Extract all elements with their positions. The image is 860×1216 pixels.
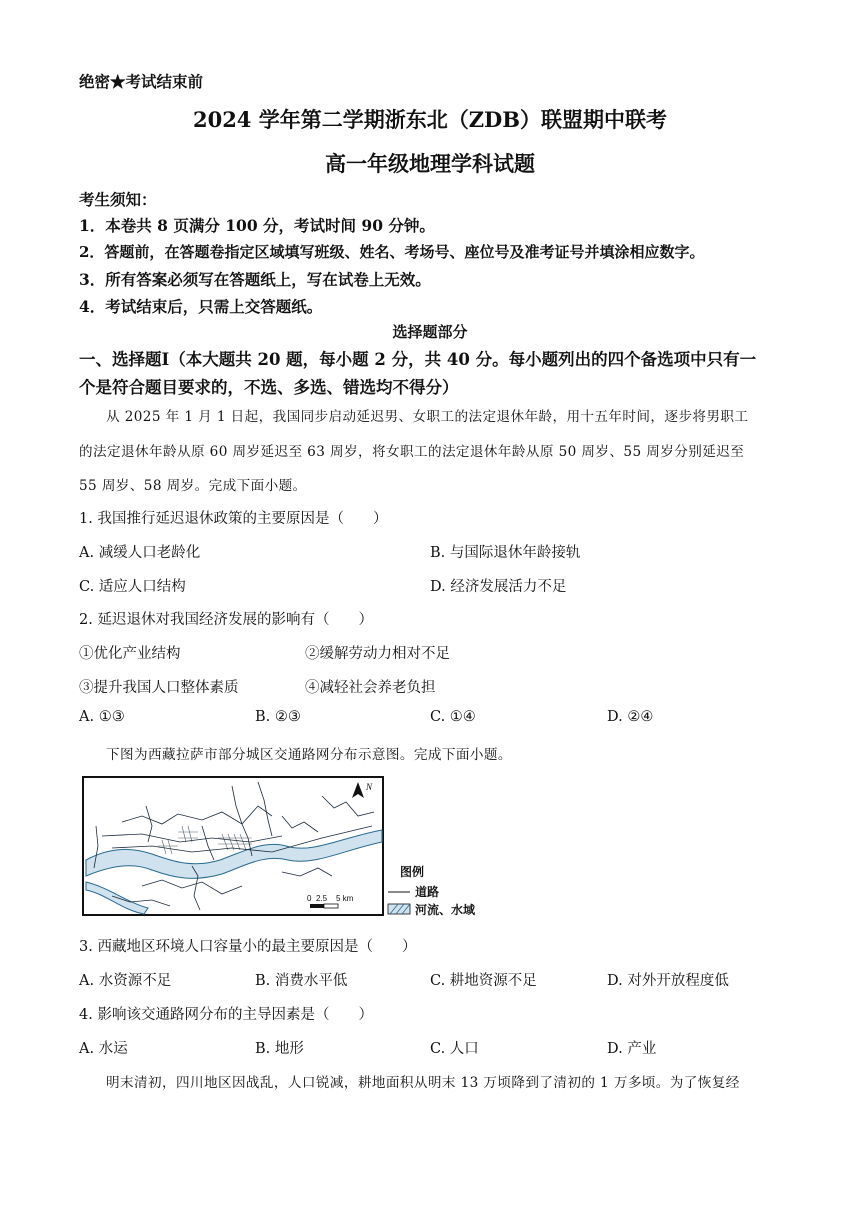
option-c: C. 耕地资源不足 bbox=[430, 973, 537, 989]
notice-heading: 考生须知： bbox=[79, 190, 157, 209]
option-b: B. 与国际退休年龄接轨 bbox=[430, 545, 581, 561]
option-c: C. ①④ bbox=[430, 709, 476, 725]
statement: ③提升我国人口整体素质 bbox=[79, 680, 239, 696]
option-a: A. 水资源不足 bbox=[79, 973, 172, 989]
scale-end: 5 km bbox=[336, 894, 354, 903]
north-label: N bbox=[366, 782, 373, 792]
question-stem: 1. 我国推行延迟退休政策的主要原因是（ ） bbox=[79, 511, 388, 527]
scale-zero: 0 bbox=[307, 894, 312, 903]
option-c: C. 适应人口结构 bbox=[79, 579, 186, 595]
option-b: B. 消费水平低 bbox=[255, 973, 348, 989]
option-a: A. 水运 bbox=[79, 1041, 128, 1057]
passage-line: 55 周岁、58 周岁。完成下面小题。 bbox=[79, 478, 307, 494]
option-d: D. 对外开放程度低 bbox=[607, 973, 729, 989]
map-legend bbox=[388, 864, 476, 917]
notice-item: 2．答题前，在答题卷指定区域填写班级、姓名、考场号、座位号及准考证号并填涂相应数字。 bbox=[79, 243, 705, 261]
section-heading-line2: 个是符合题目要求的，不选、多选、错选均不得分） bbox=[79, 378, 459, 397]
section-heading-line1: 一、选择题Ⅰ（本大题共 20 题，每小题 2 分，共 40 分。每小题列出的四个备选项中只有一 bbox=[79, 350, 757, 369]
option-b: B. ②③ bbox=[255, 709, 301, 725]
notice-item: 1．本卷共 8 页满分 100 分，考试时间 90 分钟。 bbox=[79, 216, 435, 235]
statement: ①优化产业结构 bbox=[79, 646, 181, 662]
passage-line: 明末清初，四川地区因战乱，人口锐减，耕地面积从明末 13 万顷降到了清初的 1 万多顷。为了恢复经 bbox=[106, 1075, 740, 1091]
confidential-label: 绝密★考试结束前 bbox=[79, 72, 204, 91]
exam-title: 2024 学年第二学期浙东北（ZDB）联盟期中联考 bbox=[192, 107, 668, 132]
statement: ④减轻社会养老负担 bbox=[305, 680, 436, 696]
option-d: D. 经济发展活力不足 bbox=[430, 579, 567, 595]
notice-item: 4．考试结束后，只需上交答题纸。 bbox=[79, 297, 323, 316]
question-stem: 3. 西藏地区环境人口容量小的最主要原因是（ ） bbox=[79, 939, 417, 955]
legend-road-label: 道路 bbox=[415, 885, 440, 899]
option-c: C. 人口 bbox=[430, 1041, 479, 1057]
lhasa-road-map bbox=[82, 776, 494, 922]
option-b: B. 地形 bbox=[255, 1041, 304, 1057]
question-stem: 4. 影响该交通路网分布的主导因素是（ ） bbox=[79, 1007, 373, 1023]
legend-title: 图例 bbox=[400, 865, 425, 879]
option-d: D. 产业 bbox=[607, 1041, 657, 1057]
map-figure bbox=[82, 776, 494, 922]
part-title: 选择题部分 bbox=[392, 323, 468, 341]
option-a: A. ①③ bbox=[79, 709, 125, 725]
scale-mid: 2.5 bbox=[316, 894, 328, 903]
passage-line: 的法定退休年龄从原 60 周岁延迟至 63 周岁，将女职工的法定退休年龄从原 50 周岁、55 周岁分别延迟至 bbox=[79, 444, 745, 460]
question-stem: 2. 延迟退休对我国经济发展的影响有（ ） bbox=[79, 612, 373, 628]
passage-line: 从 2025 年 1 月 1 日起，我国同步启动延迟男、女职工的法定退休年龄，用十五年时间，逐步将男职工 bbox=[106, 409, 749, 425]
option-a: A. 减缓人口老龄化 bbox=[79, 545, 201, 561]
exam-subtitle: 高一年级地理学科试题 bbox=[325, 151, 535, 176]
notice-item: 3．所有答案必须写在答题纸上，写在试卷上无效。 bbox=[79, 270, 431, 289]
passage-line: 下图为西藏拉萨市部分城区交通路网分布示意图。完成下面小题。 bbox=[106, 747, 512, 763]
option-d: D. ②④ bbox=[607, 709, 654, 725]
statement: ②缓解劳动力相对不足 bbox=[305, 646, 450, 662]
legend-water-label: 河流、水域 bbox=[415, 903, 476, 917]
